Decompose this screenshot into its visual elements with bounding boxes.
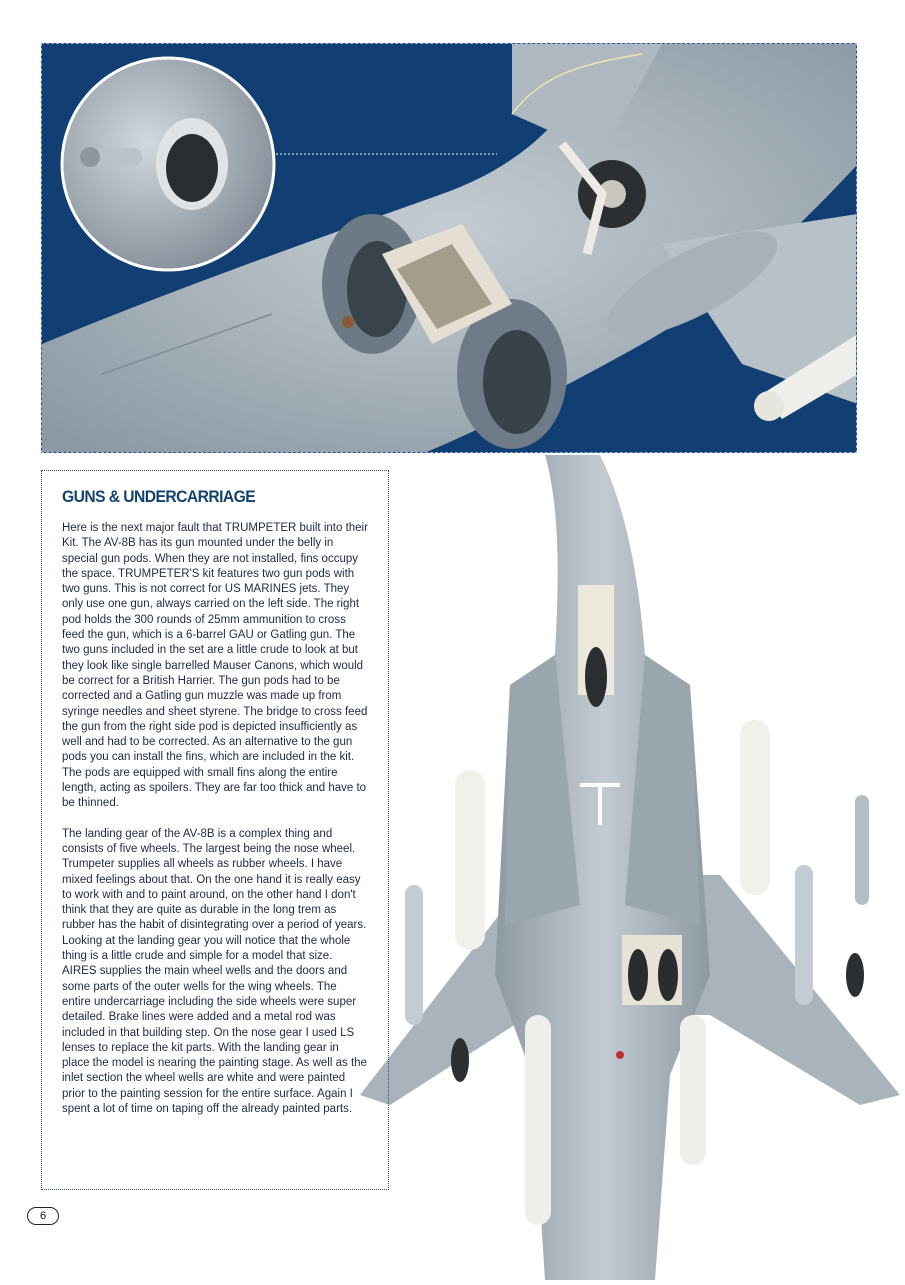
section-heading: GUNS & UNDERCARRIAGE	[62, 487, 256, 506]
body-paragraph-landing-gear: The landing gear of the AV-8B is a complex thing and consists of five wheels. The largest being the nose wheel. Trumpeter supplies all wheels as rubber wheels. I have mixed feelings about that. On the one hand it is really easy to work with and to paint around, on the other hand I don't think that they are quite as durable in the long trem as rubber has the habit of disintegrating over a period of years. Looking at the landing gear you will notice that the whole thing is a little crude and simple for a model that size. AIRES supplies the main wheel wells and the doors and some parts of the outer wells for the wing wheels. The entire undercarriage including the side wheels were super detailed. Brake lines were added and a metal rod was included in that building step. On the nose gear I used LS lenses to replace the kit parts. With the landing gear in place the model is nearing the painting stage. As well as the inlet section the wheel wells are white and were painted prior to the painting session for the entire surface. Again I spent a lot of time on taping off the already painted parts.	[62, 827, 367, 1115]
page-number: 6	[27, 1207, 59, 1225]
aircraft-model-photo	[300, 455, 905, 1280]
article-text-box	[41, 470, 389, 1190]
aircraft-underside-illustration	[42, 44, 857, 453]
underside-detail-photo	[41, 43, 857, 453]
body-paragraph-guns: Here is the next major fault that TRUMPETER built into their Kit. The AV-8B has its gun mounted under the belly in special gun pods. When they are not installed, fins occupy the space. TRUMPETER'S kit features two gun pods with two guns. This is not correct for US MARINES jets. They only use one gun, always carried on the left side. The right pod holds the 300 rounds of 25mm ammunition to cross feed the gun, which is a 6-barrel GAU or Gatling gun. The two guns included in the set are a little crude to look at but they look like single barrelled Mauser Canons, which would be correct for a British Harrier. The gun pods had to be corrected and a Gatling gun muzzle was made up from syringe needles and sheet styrene. The bridge to cross feed the gun from the right side pod is depicted insufficiently as well and had to be corrected. As an alternative to the gun pods you can install the fins, which are included in the kit. The pods are equipped with small fins along the entire length, acting as spoilers. They are far too thick and have to be thinned.	[62, 522, 368, 810]
aircraft-plan-illustration	[300, 455, 905, 1280]
